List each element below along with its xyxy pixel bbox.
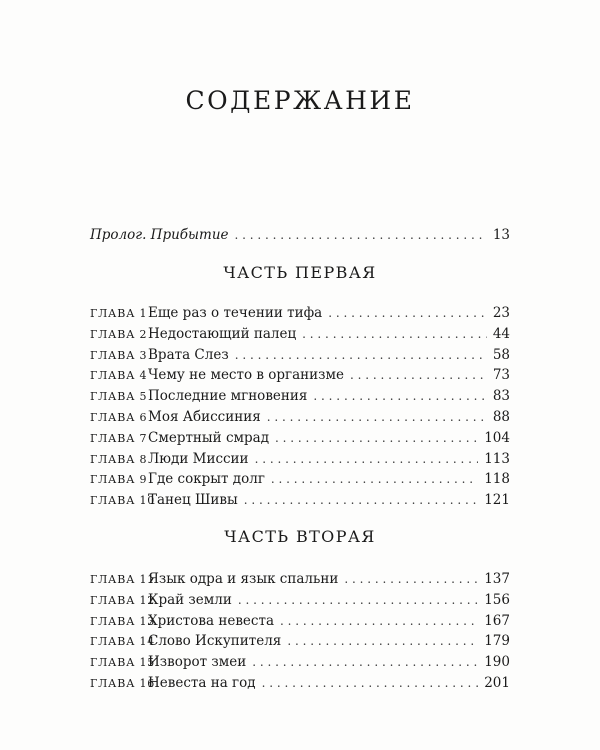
dot-leader (313, 389, 486, 403)
chapter-entry[interactable] (90, 451, 510, 472)
chapter-label: ГЛАВА 16 (90, 676, 156, 690)
page-title: СОДЕРЖАНИЕ (185, 86, 415, 115)
chapter-entry[interactable] (90, 471, 510, 492)
chapter-title: Язык одра и язык спальни (148, 571, 339, 587)
dot-leader (238, 593, 478, 607)
chapter-title: Врата Слез (148, 346, 229, 363)
chapter-page-number: 156 (484, 591, 510, 608)
dot-leader (262, 676, 479, 690)
chapter-title: Последние мгновения (148, 388, 308, 405)
prologue-page-number: 13 (492, 227, 510, 243)
chapter-entry[interactable] (90, 654, 510, 675)
chapter-title: Где сокрыт долг (148, 471, 265, 488)
chapter-title: Моя Абиссиния (148, 408, 261, 425)
chapter-title: Невеста на год (148, 674, 256, 691)
chapter-page-number: 121 (484, 492, 510, 509)
chapter-entry[interactable] (90, 592, 510, 613)
chapter-label: ГЛАВА 8 (90, 452, 148, 466)
dot-leader (328, 306, 487, 320)
chapter-label: ГЛАВА 3 (90, 348, 148, 362)
chapter-label: ГЛАВА 1 (90, 307, 148, 320)
chapter-page-number: 113 (484, 450, 510, 467)
part-two-heading: ЧАСТЬ ВТОРАЯ (224, 527, 376, 546)
chapter-entry[interactable] (90, 326, 510, 347)
chapter-title: Изворот змеи (148, 654, 247, 671)
chapter-entry[interactable] (90, 347, 510, 368)
chapter-entry[interactable] (90, 305, 510, 326)
dot-leader (255, 452, 479, 466)
chapter-label: ГЛАВА 10 (90, 494, 156, 508)
chapter-entry[interactable] (90, 409, 510, 430)
chapter-page-number: 58 (492, 346, 510, 363)
chapter-title: Край земли (148, 591, 232, 608)
chapter-label: ГЛАВА 12 (90, 593, 156, 607)
chapter-title: Танец Шивы (148, 492, 238, 509)
chapter-title: Чему не место в организме (148, 367, 345, 384)
chapter-page-number: 179 (484, 633, 510, 650)
dot-leader (280, 614, 478, 628)
chapter-title: Еще раз о течении тифа (148, 305, 323, 321)
chapter-title: Слово Искупителя (148, 633, 282, 650)
chapter-entry[interactable] (90, 492, 510, 513)
chapter-label: ГЛАВА 6 (90, 410, 148, 424)
dot-leader (271, 472, 478, 486)
chapter-page-number: 83 (492, 388, 510, 405)
dot-leader (235, 348, 487, 362)
chapter-title: Христова невеста (148, 612, 275, 629)
dot-leader (287, 634, 478, 648)
chapter-entry[interactable] (90, 633, 510, 654)
chapter-title: Смертный смрад (148, 429, 270, 446)
chapter-label: ГЛАВА 5 (90, 390, 148, 404)
chapter-entry[interactable] (90, 388, 510, 409)
chapter-title: Недостающий палец (148, 325, 297, 342)
dot-leader (350, 368, 487, 382)
chapter-page-number: 201 (484, 674, 510, 691)
chapter-entry[interactable] (90, 571, 510, 592)
dot-leader (244, 493, 478, 507)
chapter-page-number: 118 (484, 471, 510, 488)
chapter-page-number: 167 (484, 612, 510, 629)
dot-leader (235, 228, 487, 242)
dot-leader (267, 410, 487, 424)
chapter-page-number: 23 (492, 305, 510, 321)
chapter-label: ГЛАВА 14 (90, 635, 156, 649)
part-two-chapter-list (90, 571, 510, 696)
chapter-page-number: 190 (484, 654, 510, 671)
dot-leader (302, 327, 487, 341)
prologue-title: Пролог. Прибытие (90, 227, 229, 243)
chapter-entry[interactable] (90, 367, 510, 388)
chapter-label: ГЛАВА 9 (90, 473, 148, 487)
chapter-page-number: 137 (484, 571, 510, 587)
chapter-page-number: 88 (492, 408, 510, 425)
part-one-chapter-list (90, 305, 510, 513)
chapter-label: ГЛАВА 4 (90, 369, 148, 383)
chapter-page-number: 104 (484, 429, 510, 446)
chapter-page-number: 73 (492, 367, 510, 384)
chapter-label: ГЛАВА 13 (90, 614, 156, 628)
chapter-label: ГЛАВА 15 (90, 656, 156, 670)
chapter-title: Люди Миссии (148, 450, 249, 467)
chapter-page-number: 44 (492, 325, 510, 342)
chapter-entry[interactable] (90, 613, 510, 634)
chapter-label: ГЛАВА 7 (90, 431, 148, 445)
chapter-label: ГЛАВА 11 (90, 573, 156, 586)
dot-leader (344, 572, 478, 586)
chapter-entry[interactable] (90, 675, 510, 696)
dot-leader (275, 431, 478, 445)
dot-leader (252, 655, 478, 669)
part-one-heading: ЧАСТЬ ПЕРВАЯ (223, 263, 377, 282)
prologue-entry[interactable] (90, 227, 510, 243)
chapter-entry[interactable] (90, 430, 510, 451)
chapter-label: ГЛАВА 2 (90, 327, 148, 341)
